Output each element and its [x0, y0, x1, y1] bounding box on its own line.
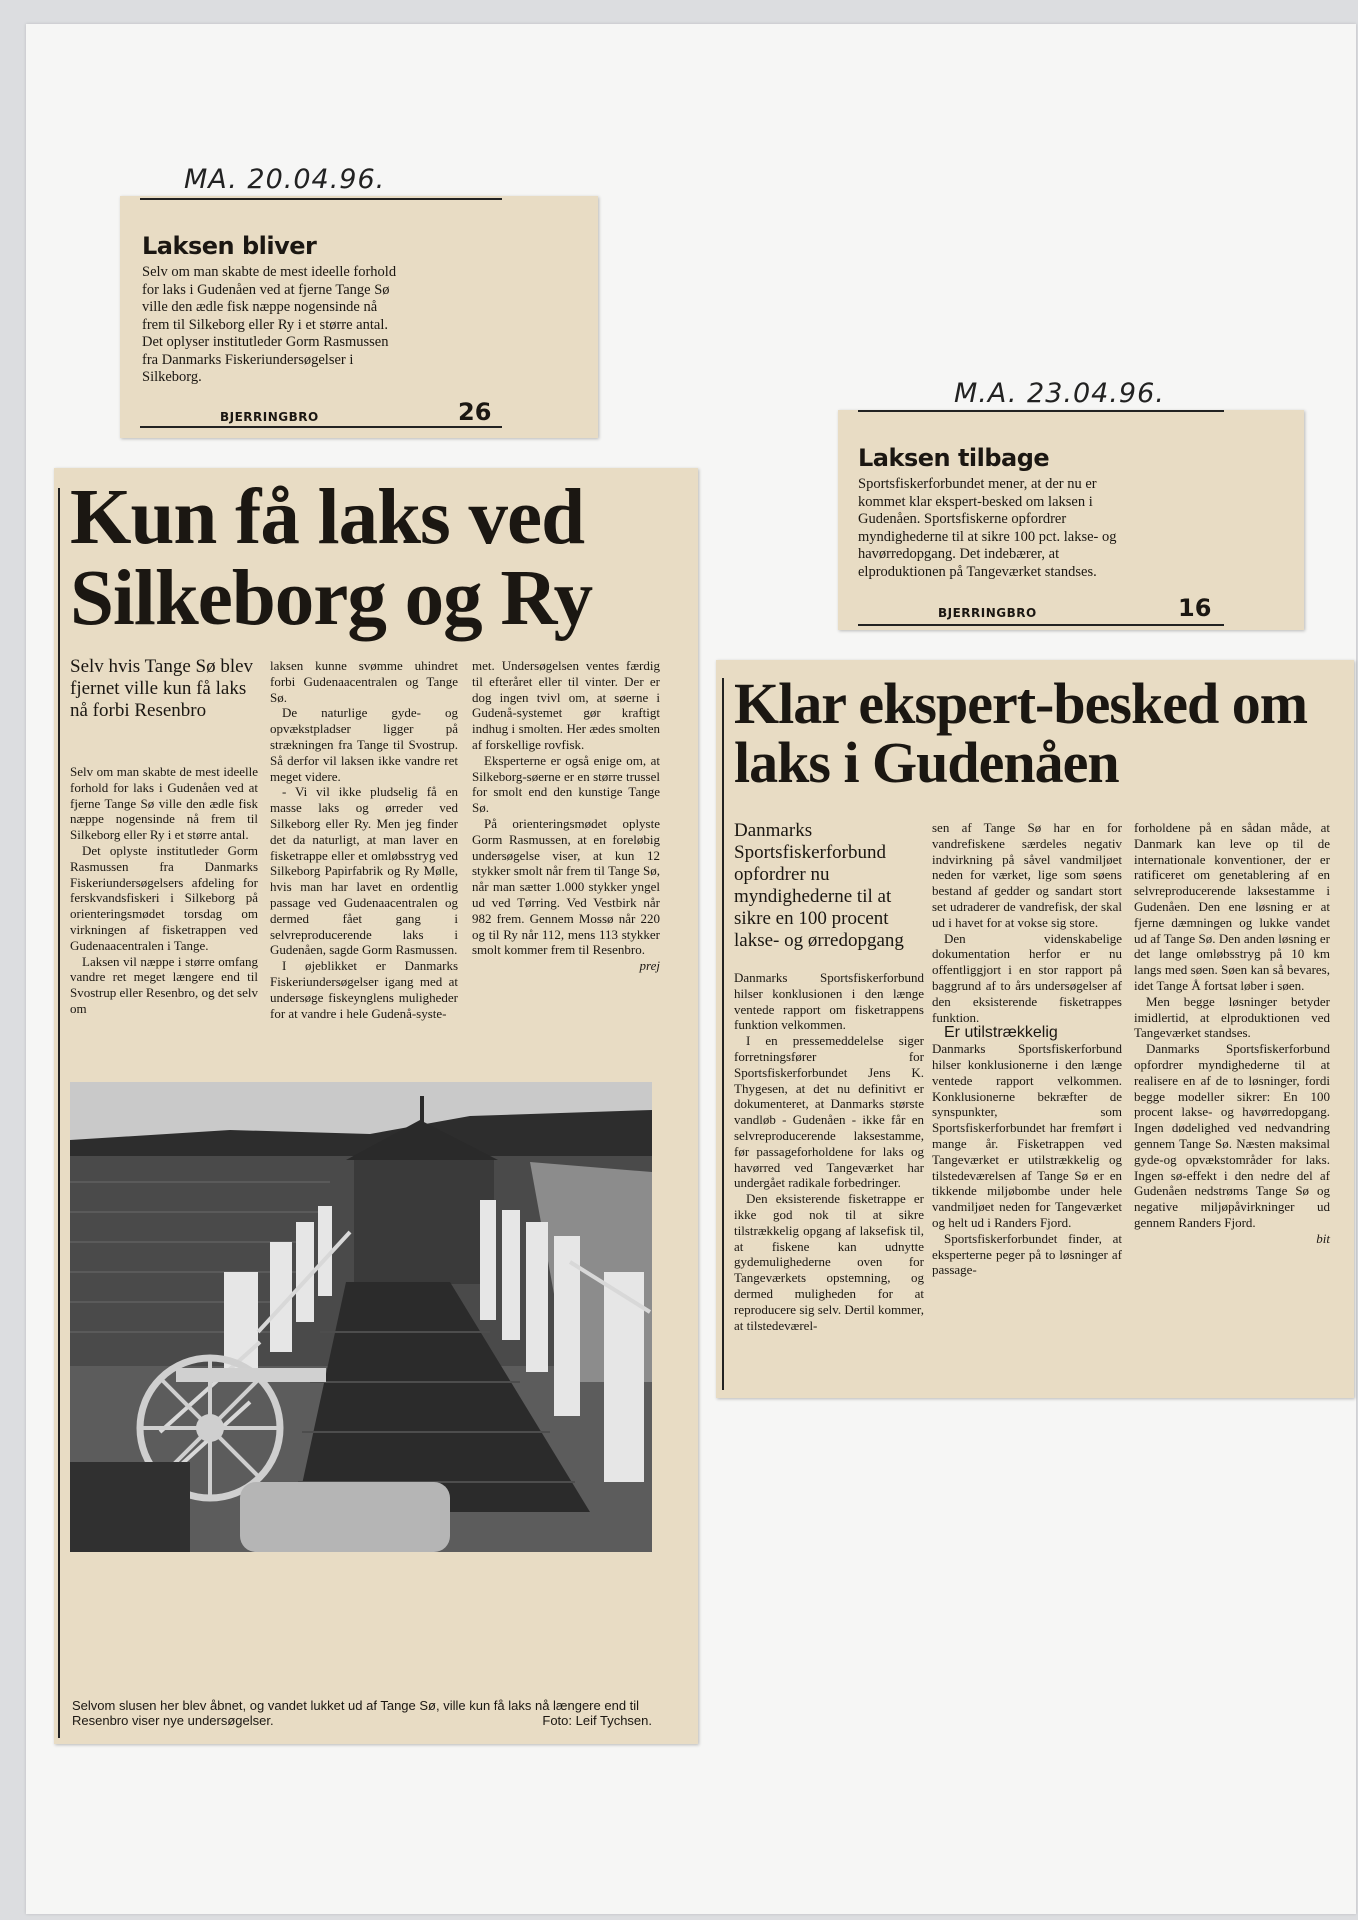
article-column-3 [1134, 820, 1330, 1247]
page-number: 26 [458, 398, 492, 426]
brief-title: Laksen bliver [142, 232, 317, 260]
article-deck: Danmarks Sportsfiskerforbund opfordrer nu myndighederne til at sikre en 100 procent lakse- og ørredopgang [734, 820, 904, 951]
article-column-1 [70, 764, 258, 1017]
article-subhead: Er utilstrækkelig [944, 1024, 1058, 1042]
photo-credit: Foto: Leif Tychsen. [542, 1713, 652, 1728]
paragraph: Laksen vil næppe i større omfang vandre ret meget længere end til Svostrup eller Resenbro, og det selv om [70, 953, 258, 1016]
article-clipping-1 [54, 468, 698, 1744]
paragraph: laksen kunne svømme uhindret forbi Gudenaacentralen og Tange Sø. [270, 658, 458, 705]
paragraph: forholdene på en sådan måde, at Danmark kan leve op til de internationale konventioner, der er ratificeret om genetablering af en selvreproducerende laksestamme i Gudenåen. Den ene løsning er at fjerne dæmningen og lukke vandet ud af Tange Sø. Den anden løsning er det lange omløbsstryg på 10 km langs med søen. Søen kan så bevares, idet Tange Å fortsat løber i søen. [1134, 820, 1330, 993]
brief-clipping-2 [838, 410, 1304, 630]
article-column-2 [270, 658, 458, 1021]
handwritten-date-2: M.A. 23.04.96. [954, 378, 1165, 409]
top-rule [858, 410, 1224, 412]
paragraph: Men begge løsninger betyder imidlertid, at elproduktionen ved Tangeværket standses. [1134, 993, 1330, 1041]
paragraph: sen af Tange Sø har en for vandrefiskene særdeles negativ indvirkning på såvel vandmiljøet neden for værket, lige som søens bestand af gedder og sandart stort set udraderer de vandrefisk, der skal ud i havet for at vokse sig store. [932, 820, 1122, 930]
sluice-photo-illustration [70, 1082, 652, 1552]
article-deck: Selv hvis Tange Sø blev fjernet ville kun få laks nå forbi Resenbro [70, 656, 254, 721]
brief-body: Sportsfiskerforbundet mener, at der nu er kommet klar ekspert-besked om laksen i Gudenåen. Sportsfiskerne opfordrer myndighederne til at sikre 100 pct. lakse- og havørredopgang. Det indebærer, at elproduktionen på Tangeværket standses. [858, 476, 1117, 580]
brief-clipping-1 [120, 196, 598, 438]
paragraph: I en pressemeddelelse siger forretningsfører for Sportsfiskerforbundet Jens K. Thygesen, at det nu definitivt er dokumenteret, at Danmarks største vandløb - Gudenåen - ikke får en selvreproducerende laksestamme, før passageforholdene for laks og havørred ved Tangeværket har undergået radikale forbedringer. [734, 1033, 924, 1191]
paragraph: Den eksisterende fisketrappe er ikke god nok til at sikre tilstrækkelig opgang af laksefisk til, at fiskene kan udnytte gydemulighederne oven for Tangeværkets opstemning, og dermed muligheden for at reproducere sig selv. Dertil kommer, at tilstedeværel- [734, 1191, 924, 1333]
article-clipping-2 [716, 660, 1354, 1398]
caption-text: Selvom slusen her blev åbnet, og vandet lukket ud af Tange Sø, ville kun få laks nå længere end til Resenbro viser nye undersøgelser. [72, 1698, 640, 1728]
paragraph: met. Undersøgelsen ventes færdig til efteråret eller til vinter. Der er dog ingen tvivl om, at søerne i Gudenå-systemet gør kraftigt indhug i smolten. Her ædes smolten af forskellige rovfisk. [472, 658, 660, 752]
brief-title: Laksen tilbage [858, 444, 1050, 472]
paragraph: De naturlige gyde- og opvækstpladser ligger på strækningen fra Tange til Svostrup. Så derfor vil laksen ikke vandre ret meget videre. [270, 705, 458, 784]
paragraph: På orienteringsmødet oplyste Gorm Rasmussen, at en foreløbig undersøgelse viser, at kun 12 stykker smolt når frem til Tange Sø, når man sætter 1.000 stykker yngel ud ved Tørring. Ved Vestbirk når 982 frem. Gennem Mossø når 220 og til Ry når 112, mens 113 stykker smolt kommer frem til Resenbro. [472, 815, 660, 958]
paragraph: Danmarks Sportsfiskerforbund hilser konklusionerne i den længe ventede rapport velkommen. Konklusionerne bekræfter de synspunkter, som Sportsfiskerforbundet har fremført i mange år. Fisketrappen ved Tangeværket er utilstrækkelig og tilstedeværelsen af Tange Sø er en tikkende miljøbombe under hele vandmiljøet neden for Tangeværket og helt ud i Randers Fjord. [932, 1041, 1122, 1230]
paragraph: I øjeblikket er Danmarks Fiskeriundersøgelser igang med at undersøge fiskeynglens muligheder for at vandre i hele Gudenå-syste- [270, 958, 458, 1021]
bottom-rule [858, 624, 1224, 626]
article-headline: Klar ekspert-besked om laks i Gudenåen [734, 671, 1308, 796]
paragraph: Eksperterne er også enige om, at Silkeborg-søerne er en større trussel for smolt end den kunstige Tange Sø. [472, 752, 660, 816]
top-rule [140, 198, 502, 200]
article-column-1 [734, 970, 924, 1333]
section-label: BJERRINGBRO [220, 410, 319, 424]
bottom-rule [140, 426, 502, 428]
article-column-3 [472, 658, 660, 974]
brief-body: Selv om man skabte de mest ideelle forhold for laks i Gudenåen ved at fjerne Tange Sø ville den ædle fisk næppe nogensinde nå frem til Silkeborg eller Ry i et større antal. Det oplyser institutleder Gorm Rasmussen fra Danmarks Fiskeriundersøgelser i Silkeborg. [142, 264, 397, 385]
paragraph: Den videnskabelige dokumentation herfor er nu offentliggjort i en stor rapport på baggrund af to års undersøgelser af den eksisterende fisketrappes funktion. [932, 930, 1122, 1025]
sluice-photo [70, 1082, 652, 1552]
section-label: BJERRINGBRO [938, 606, 1037, 620]
headline-bar [58, 488, 60, 1738]
page-number: 16 [1178, 594, 1212, 622]
photo-caption [72, 1698, 652, 1728]
author-signature: prej [639, 958, 660, 974]
paragraph: Selv om man skabte de mest ideelle forhold for laks i Gudenåen ved at fjerne Tange Sø ville den ædle fisk næppe nogensinde nå frem til Silkeborg eller Ry i et større antal. [70, 764, 258, 843]
paragraph: Danmarks Sportsfiskerforbund hilser konklusionen i den længe ventede rapport om fisketrappens funktion velkommen. [734, 970, 924, 1033]
paragraph: Sportsfiskerforbundet finder, at eksperterne peger på to løsninger af passage- [932, 1230, 1122, 1278]
paragraph: Danmarks Sportsfiskerforbund opfordrer myndighederne til at realisere en af de to løsninger, fordi begge modeller sikrer: En 100 procent lakse- og havørredopgang. Ingen dødelighed ved nedvandring gennem Tange Sø. Næsten maksimal gyde-og opvækstområder for laks. Ingen sø-effekt i den nedre del af Gudenåen nedstrøms Tange Sø og negative miljøpåvirkninger ud gennem Randers Fjord. [1134, 1041, 1330, 1230]
article-column-2 [932, 820, 1122, 1278]
author-signature: bit [1316, 1230, 1330, 1246]
headline-bar [722, 678, 724, 1390]
handwritten-date-1: MA. 20.04.96. [184, 164, 386, 195]
article-headline: Kun få laks ved Silkeborg og Ry [70, 474, 593, 642]
paragraph: Det oplyste institutleder Gorm Rasmussen fra Danmarks Fiskeriundersøgelsers afdeling for ferskvandsfiskeri i Silkeborg på orienteringsmødet torsdag om virkningen af fisketrappen ved Gudenaacentralen i Tange. [70, 842, 258, 953]
paragraph: - Vi vil ikke pludselig få en masse laks og ørreder ved Silkeborg eller Ry. Men jeg finder det da naturligt, at man laver en fisketrappe eller et omløbsstryg ved Silkeborg Papirfabrik og Ry Mølle, hvis man har lavet en ordentlig passage ved Gudenaacentralen og dermed fået gang i selvreproducerende laks i Gudenåen, sagde Gorm Rasmussen. [270, 784, 458, 958]
